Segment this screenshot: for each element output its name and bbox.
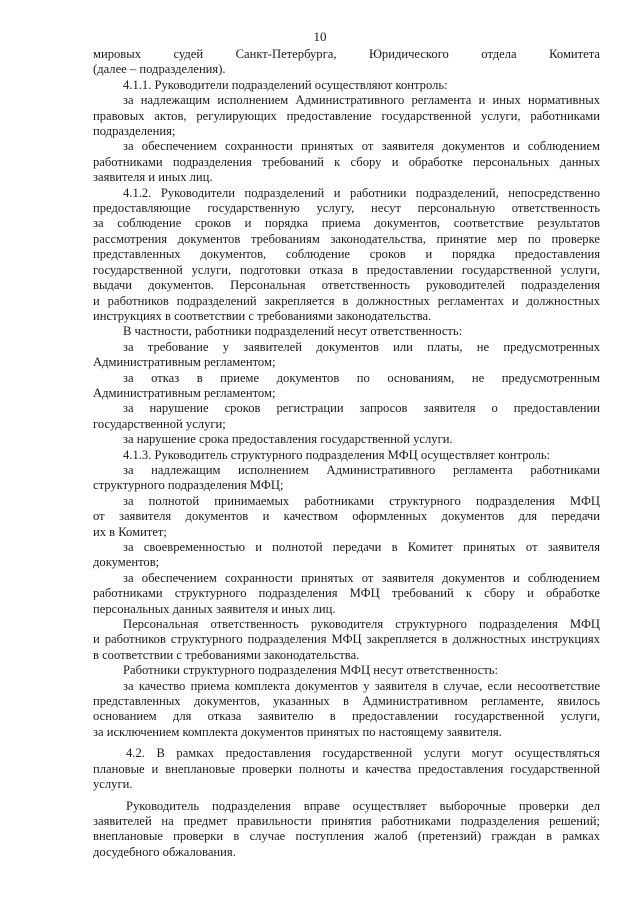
text-line: Административным регламентом; bbox=[93, 385, 276, 400]
text-line: предоставляющие государственную услугу, несут персональную ответственность bbox=[93, 201, 600, 216]
text-line: за обеспечением сохранности принятых от заявителя документов и соблюдением bbox=[123, 570, 600, 585]
text-line: представленных документов, соблюдение сроков и порядка предоставления bbox=[93, 247, 600, 262]
text-line: за требование у заявителей документов или платы, не предусмотренных bbox=[123, 339, 600, 354]
text-line: персональных данных заявителя и иных лиц. bbox=[93, 601, 336, 616]
text-line: 4.1.3. Руководитель структурного подразделения МФЦ осуществляет контроль: bbox=[123, 447, 551, 462]
text-line: работниками подразделения требований к сбору и обработке персональных данных bbox=[93, 154, 600, 169]
text-line: документов; bbox=[93, 555, 160, 570]
text-line: государственной услуги, подготовки отказа в предоставлении государственной услуги, bbox=[93, 262, 600, 277]
text-line: Персональная ответственность руководителя структурного подразделения МФЦ bbox=[123, 617, 600, 632]
text-line: основанием для отказа заявителю в предоставлении государственной услуги, bbox=[93, 709, 600, 724]
text-line: за исключением комплекта документов принятых по настоящему заявителя. bbox=[93, 724, 502, 739]
text-line: за полнотой принимаемых работниками структурного подразделения МФЦ bbox=[123, 493, 600, 508]
text-line: инструкциях в соответствии с требованиями законодательства. bbox=[93, 308, 432, 323]
text-line: рассмотрения документов требованиям законодательства, принятие мер по проверке bbox=[93, 231, 600, 246]
text-line: досудебного обжалования. bbox=[93, 844, 236, 859]
text-line: работниками структурного подразделения МФЦ требований к сбору и обработке bbox=[93, 586, 600, 601]
text-line: от заявителя документов и качеством оформленных документов для передачи bbox=[93, 509, 600, 524]
text-line: за соблюдение сроков и порядка приема документов, соответствие результатов bbox=[93, 216, 600, 231]
document-body bbox=[93, 47, 600, 860]
text-line: за отказ в приеме документов по основаниям, не предусмотренным bbox=[123, 370, 600, 385]
text-line: и работников подразделений закрепляется в должностных регламентах и должностных bbox=[93, 293, 600, 308]
page-number: 10 bbox=[313, 29, 327, 44]
text-line: выдачи документов. Персональная ответственность руководителей подразделения bbox=[93, 278, 600, 293]
text-line: внеплановые проверки в случае поступления жалоб (претензий) граждан в рамках bbox=[93, 829, 600, 844]
text-line: за обеспечением сохранности принятых от заявителя документов и соблюдением bbox=[123, 139, 600, 154]
text-line: за нарушение срока предоставления государственной услуги. bbox=[123, 432, 453, 447]
text-line: 4.1.1. Руководители подразделений осуществляют контроль: bbox=[123, 77, 448, 92]
text-line: В частности, работники подразделений несут ответственность: bbox=[123, 324, 463, 339]
text-line: заявителей на предмет правильности принятия работниками подразделения решений; bbox=[93, 813, 600, 828]
text-line: мировых судей Санкт-Петербурга, Юридического отдела Комитета bbox=[93, 47, 600, 61]
text-line: за надлежащим исполнением Административного регламента работниками bbox=[123, 462, 600, 477]
text-line: Работники структурного подразделения МФЦ несут ответственность: bbox=[123, 663, 498, 678]
text-line: подразделения; bbox=[93, 124, 176, 139]
text-line: их в Комитет; bbox=[93, 524, 167, 539]
text-line: 4.1.2. Руководители подразделений и работники подразделений, непосредственно bbox=[123, 185, 600, 200]
text-line: в соответствии с требованиями законодательства. bbox=[93, 647, 360, 662]
text-line: 4.2. В рамках предоставления государственной услуги могут осуществляться bbox=[126, 746, 600, 761]
text-line: (далее – подразделения). bbox=[93, 62, 226, 77]
text-line: заявителя и иных лиц. bbox=[93, 170, 213, 185]
text-line: за качество приема комплекта документов у заявителя в случае, если несоответствие bbox=[123, 678, 600, 693]
text-line: плановые и внеплановые проверки полноты и качества предоставления государственной bbox=[93, 761, 600, 776]
text-line: структурного подразделения МФЦ; bbox=[93, 478, 284, 493]
text-line: Административным регламентом; bbox=[93, 355, 276, 370]
text-line: за своевременностью и полнотой передачи в Комитет принятых от заявителя bbox=[123, 540, 600, 554]
text-line: услуги. bbox=[93, 777, 133, 792]
text-line: государственной услуги; bbox=[93, 416, 226, 431]
text-line: представленных документов, указанных в Административном регламенте, явилось bbox=[93, 694, 600, 709]
text-line: и работников структурного подразделения МФЦ закрепляется в должностных инструкциях bbox=[93, 632, 600, 647]
text-line: Руководитель подразделения вправе осуществляет выборочные проверки дел bbox=[126, 798, 600, 813]
text-line: за надлежащим исполнением Административного регламента и иных нормативных bbox=[123, 93, 600, 108]
text-line: правовых актов, регулирующих предоставление государственной услуги, работниками bbox=[93, 108, 600, 123]
text-line: за нарушение сроков регистрации запросов заявителя о предоставлении bbox=[123, 401, 600, 416]
